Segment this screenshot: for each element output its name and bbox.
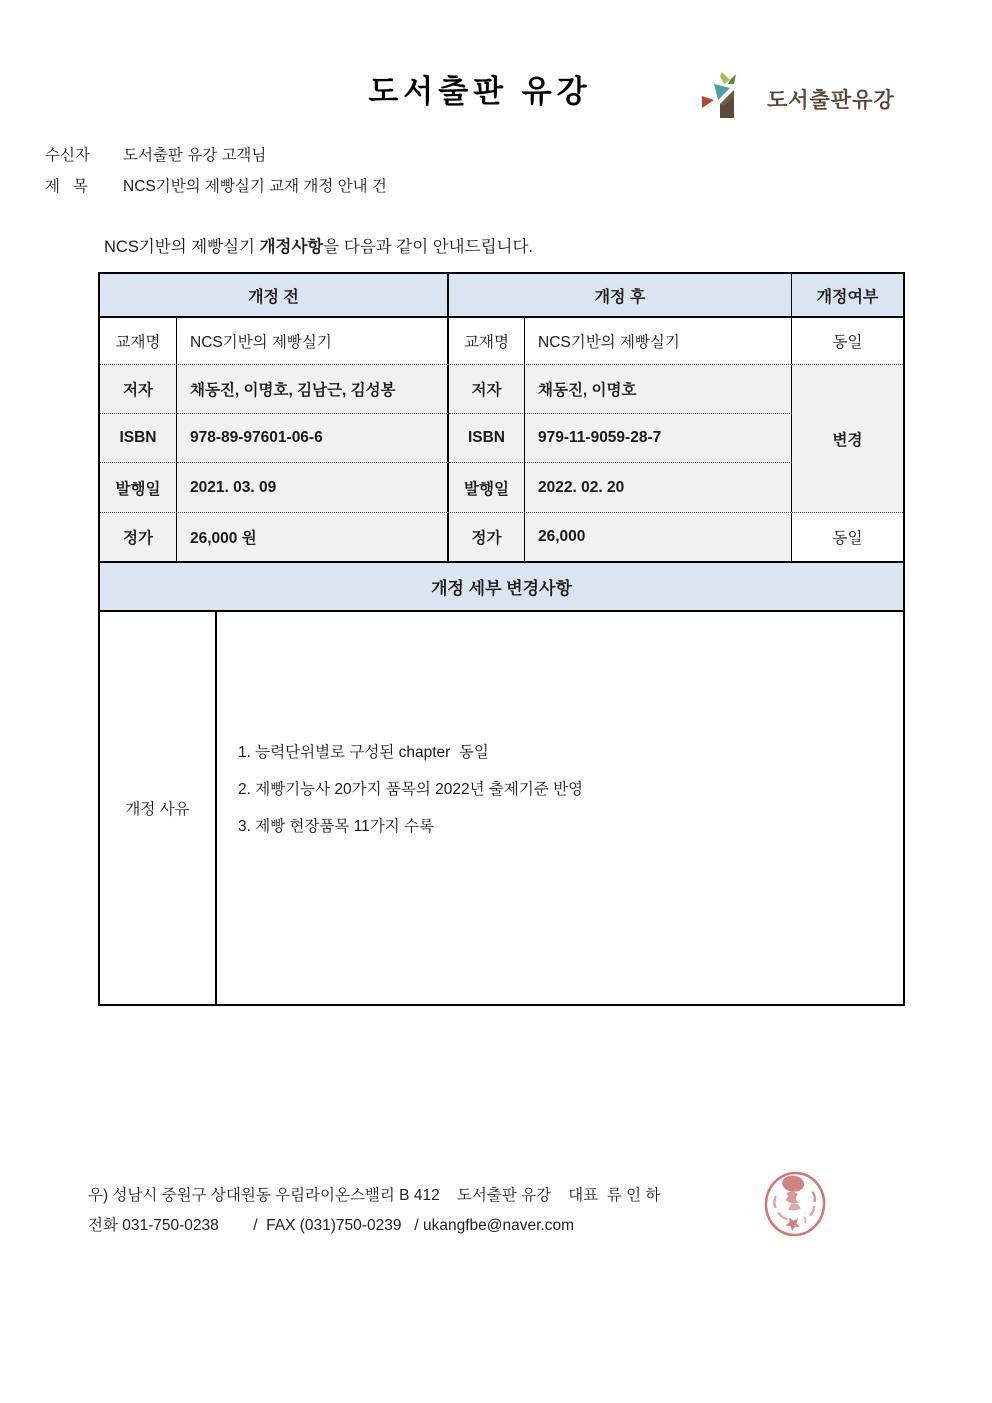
- recipient-label: 수신자: [45, 147, 90, 164]
- reason-list: [217, 612, 903, 1004]
- table-header-row: [100, 274, 903, 318]
- pubdate-label-after: 발행일: [449, 463, 525, 512]
- page-title: 도서출판 유강: [368, 74, 592, 109]
- bookname-label-before: 교재명: [100, 318, 177, 364]
- pubdate-label-before: 발행일: [100, 463, 177, 512]
- header-after: 개정 후: [449, 274, 792, 316]
- letter-footer: [88, 1181, 660, 1241]
- seal-stamp-icon: [757, 1165, 832, 1244]
- recipient-value: 도서출판 유강 고객님: [123, 147, 267, 164]
- pubdate-value-before: 2021. 03. 09: [177, 463, 449, 512]
- author-label-before: 저자: [100, 365, 177, 414]
- header-status: 개정여부: [816, 288, 879, 306]
- publisher-logo: [700, 70, 895, 127]
- revision-table: [98, 272, 905, 1006]
- publisher-logo-icon: [700, 70, 758, 127]
- recipient-line: [45, 140, 387, 171]
- intro-bold: 개정사항: [259, 238, 324, 256]
- reason-item-3: 3. 제빵 현장품목 11가지 수록: [238, 818, 434, 835]
- intro-sentence: [104, 233, 533, 257]
- author-label-after: 저자: [449, 365, 525, 414]
- bookname-value-after: NCS기반의 제빵실기: [525, 318, 792, 364]
- isbn-label-before: ISBN: [100, 414, 177, 463]
- reason-item-1: 1. 능력단위별로 구성된 chapter 동일: [238, 744, 489, 761]
- isbn-value-before: 978-89-97601-06-6: [177, 414, 449, 463]
- intro-suffix: 을 다음과 같이 안내드립니다.: [323, 238, 533, 256]
- intro-prefix: NCS기반의 제빵실기: [104, 238, 260, 256]
- author-value-after: 채동진, 이명호: [525, 365, 792, 414]
- details-section-header: 개정 세부 변경사항: [100, 563, 903, 612]
- bookname-value-before: NCS기반의 제빵실기: [177, 318, 449, 364]
- author-value-before: 채동진, 이명호, 김남근, 김성봉: [177, 365, 449, 414]
- subject-value: NCS기반의 제빵실기 교재 개정 안내 건: [123, 178, 387, 195]
- subject-label: 제 목: [45, 178, 88, 195]
- isbn-value-after: 979-11-9059-28-7: [525, 414, 792, 463]
- table-rows-changed: [100, 365, 903, 513]
- price-status: 동일: [832, 530, 863, 547]
- subject-line: [45, 171, 387, 202]
- header-before: 개정 전: [100, 274, 449, 316]
- table-row-bookname: [100, 318, 903, 365]
- isbn-label-after: ISBN: [449, 414, 525, 463]
- changed-status: 변경: [792, 365, 903, 512]
- price-label-after: 정가: [449, 513, 525, 561]
- reason-label: 개정 사유: [100, 612, 217, 1004]
- price-value-before: 26,000 원: [177, 513, 449, 561]
- table-row-price: [100, 513, 903, 563]
- publisher-logo-text: 도서출판유강: [767, 88, 895, 112]
- footer-address-line: 우) 성남시 중원구 상대원동 우림라이온스밸리 B 412 도서출판 유강 대표 류 인 하: [88, 1187, 661, 1204]
- price-label-before: 정가: [100, 513, 177, 561]
- bookname-status: 동일: [832, 334, 863, 351]
- bookname-label-after: 교재명: [449, 318, 525, 364]
- price-value-after: 26,000: [525, 513, 792, 561]
- reason-item-2: 2. 제빵기능사 20가지 품목의 2022년 출제기준 반영: [238, 781, 584, 798]
- pubdate-value-after: 2022. 02. 20: [525, 463, 792, 512]
- reason-row: [100, 612, 903, 1004]
- footer-contact-line: 전화 031-750-0238 / FAX (031)750-0239 / ukangfbe@naver.com: [88, 1217, 574, 1234]
- letter-meta: [45, 140, 387, 202]
